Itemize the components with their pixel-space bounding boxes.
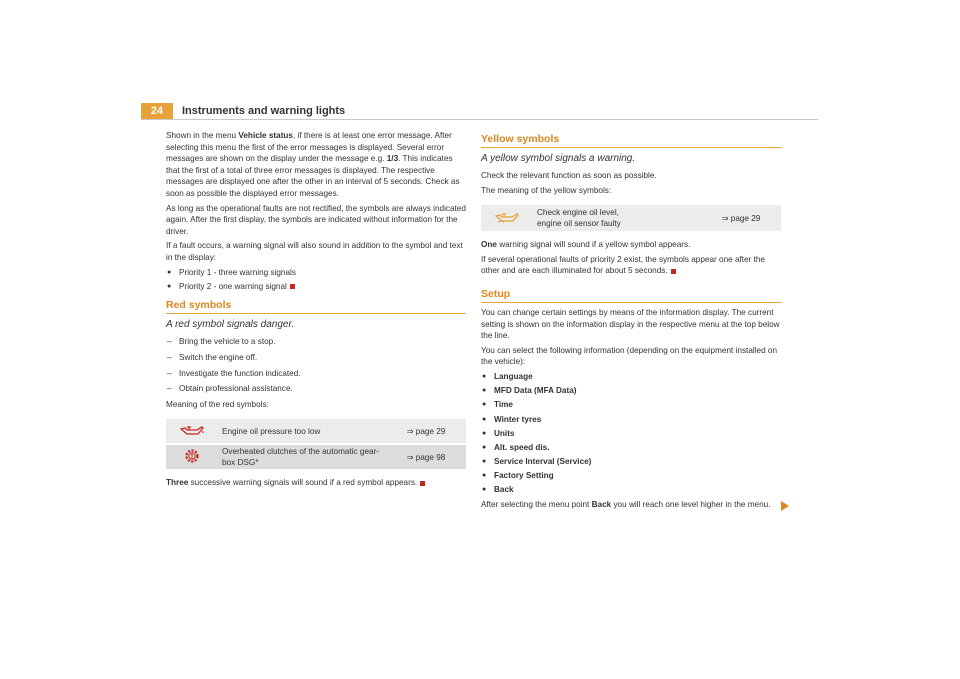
list-item: ● Winter tyres (481, 414, 781, 426)
list-item: ● Time (481, 399, 781, 411)
red-footer: Three successive warning signals will sound if a red symbol appears. (166, 477, 466, 489)
list-item: ● Priority 2 - one warning signal (166, 281, 466, 293)
page-number: 24 (141, 103, 173, 119)
setup-back-paragraph: After selecting the menu point Back you will reach one level higher in the menu. (481, 500, 771, 510)
yellow-meaning-label: The meaning of the yellow symbols: (481, 185, 612, 195)
list-item: ● Alt. speed dis. (481, 442, 781, 454)
red-steps-list (166, 336, 466, 394)
list-item: ● Factory Setting (481, 470, 781, 482)
list-item: ● Units (481, 428, 781, 440)
list-item: ● Service Interval (Service) (481, 456, 781, 468)
red-symbols-heading: Red symbols (166, 298, 466, 314)
page-reference: ⇒ page 29 (701, 205, 781, 231)
list-item: – Switch the engine off. (166, 352, 466, 364)
table-row (166, 445, 466, 469)
right-column (481, 130, 781, 514)
intro-paragraph: Shown in the menu Vehicle status, if there is at least one error message. After selecting this menu the first of the error messages is displayed. Several error messages are shown on the display under the message e.g. 1/3. This indicates that the first of a total of three error messages is displayed. The respective messages are displayed one after the other in an interval of 5 seconds. Check as soon as possible the displayed error messages. (166, 131, 460, 198)
red-symbols-subheading: A red symbol signals danger. (166, 319, 295, 331)
fault-paragraph: As long as the operational faults are not rectified, the symbols are always indicated again. After the first display, the symbols are indicated without information for the driver. (166, 203, 466, 236)
table-cell: Check engine oil level, engine oil sensor faulty (533, 205, 701, 231)
setup-options-label: You can select the following information (depending on the equipment installed on the vehicle): (481, 345, 778, 367)
chapter-title: Instruments and warning lights (182, 105, 346, 117)
yellow-priority-paragraph: If several operational faults of priority 2 exist, the symbols appear one after the other and are each illuminated for about 5 seconds. (481, 254, 765, 276)
priority-list (166, 267, 466, 293)
table-row (481, 205, 781, 231)
end-mark-icon (671, 269, 676, 274)
table-cell: Engine oil pressure too low (218, 419, 386, 443)
table-row (166, 419, 466, 443)
yellow-symbols-subheading: A yellow symbol signals a warning. (481, 153, 636, 164)
table-cell: Overheated clutches of the automatic gear-box DSG* (218, 445, 386, 469)
setup-paragraph: You can change certain settings by means of the information display. The current setting is shown on the information display in the respective menu at the top below the line. (481, 307, 780, 341)
yellow-paragraph: Check the relevant function as soon as possible. (481, 171, 657, 180)
red-symbols-table (166, 419, 466, 469)
yellow-signal-paragraph: One warning signal will sound if a yellow symbol appears. (481, 240, 691, 250)
list-item: – Bring the vehicle to a stop. (166, 336, 466, 348)
list-item: ● MFD Data (MFA Data) (481, 385, 781, 397)
list-item: ● Priority 1 - three warning signals (166, 267, 466, 279)
list-item: – Investigate the function indicated. (166, 368, 466, 380)
left-column (166, 130, 466, 492)
list-item: – Obtain professional assistance. (166, 383, 466, 395)
page-header (141, 103, 818, 120)
yellow-symbols-heading: Yellow symbols (481, 132, 781, 148)
setup-heading: Setup (481, 287, 781, 303)
page-reference: ⇒ page 29 (386, 419, 466, 443)
end-mark-icon (290, 284, 295, 289)
oil-level-icon (481, 205, 533, 231)
list-item: ● Language (481, 371, 781, 383)
list-item: ● Back (481, 484, 781, 496)
yellow-symbols-table (481, 205, 781, 231)
warning-paragraph: If a fault occurs, a warning signal will also sound in addition to the symbol and text in the display: (166, 241, 463, 262)
page-reference: ⇒ page 98 (386, 445, 466, 469)
end-mark-icon (420, 481, 425, 486)
next-page-arrow-icon (781, 501, 789, 511)
gear-warning-icon (166, 445, 218, 469)
red-meaning-label: Meaning of the red symbols: (166, 399, 269, 409)
setup-options-list (481, 371, 781, 496)
oil-can-icon (166, 419, 218, 443)
